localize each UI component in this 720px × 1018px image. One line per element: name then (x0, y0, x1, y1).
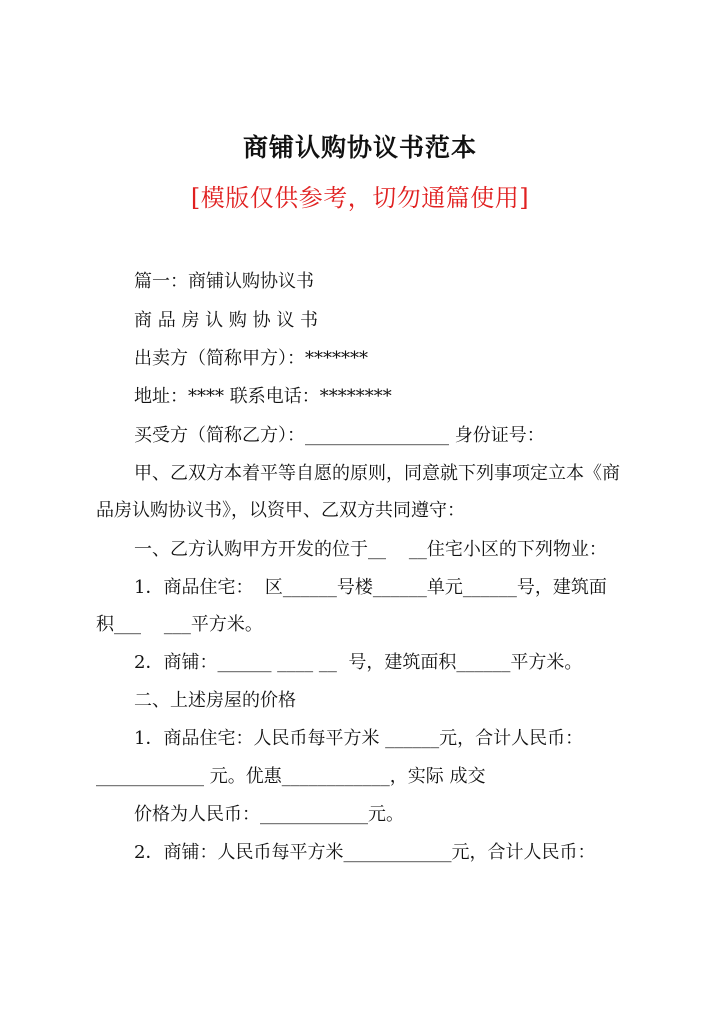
clause-1-residence-cont: 积___ ___平方米。 (96, 614, 263, 635)
clause-1-intro: 一、乙方认购甲方开发的位于__ __住宅小区的下列物业： (134, 539, 607, 560)
clause-2-final-price: 价格为人民币：____________元。 (134, 804, 404, 825)
preamble-line-1: 甲、乙双方本着平等自愿的原则，同意就下列事项定立本《商 (134, 463, 620, 484)
clause-2-residence-price: 1．商品住宅：人民币每平方米 ______元，合计人民币： (134, 728, 584, 749)
template-disclaimer: [模版仅供参考，切勿通篇使用] (190, 184, 530, 212)
clause-2-shop-price: 2．商铺：人民币每平方米____________元，合计人民币： (134, 842, 596, 863)
buyer-line: 买受方（简称乙方）：________________ 身份证号： (134, 425, 545, 446)
document-title: 商铺认购协议书范本 (242, 133, 477, 162)
preamble-line-2: 品房认购协议书》，以资甲、乙双方共同遵守： (96, 500, 465, 521)
clause-1-shop: 2．商铺：______ ____ __ 号，建筑面积______平方米。 (134, 652, 583, 673)
seller-line: 出卖方（简称甲方）：******* (134, 348, 368, 369)
clause-2-residence-price-cont: ____________ 元。优惠____________，实际 成交 (96, 766, 486, 787)
address-phone-line: 地址：**** 联系电话：******** (134, 386, 392, 407)
section-heading: 篇一：商铺认购协议书 (134, 271, 314, 292)
clause-1-residence: 1．商品住宅： 区______号楼______单元______号，建筑面 (134, 577, 607, 598)
agreement-heading: 商 品 房 认 购 协 议 书 (134, 310, 319, 331)
clause-2-heading: 二、上述房屋的价格 (134, 690, 296, 711)
